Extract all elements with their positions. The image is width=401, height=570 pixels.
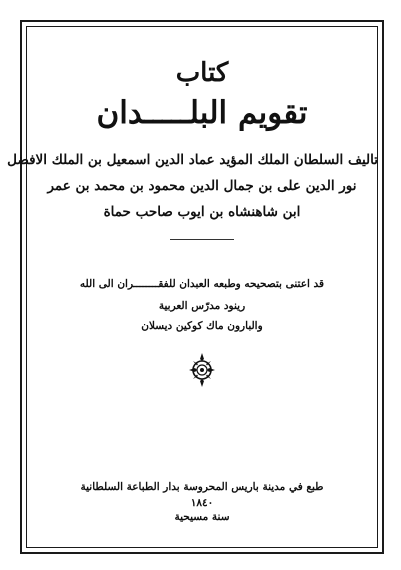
book-title: تقويم البلـــــدان bbox=[96, 95, 308, 131]
imprint-year: ١٨٤٠ bbox=[190, 497, 214, 509]
editor-line-1: قد اعتنى بتصحيحه وطبعه العبدان للفقــــــــران الى الله bbox=[79, 278, 325, 290]
imprint-line-1: طبع في مدينة باريس المحروسة بدار الطباعة السلطانية bbox=[80, 481, 324, 493]
book-label: كتاب bbox=[175, 58, 229, 88]
separator-rule bbox=[170, 239, 234, 240]
editor-line-2: رينود مدرّس العربية bbox=[158, 300, 246, 312]
author-line-3: ابن شاهنشاه بن ايوب صاحب حماة bbox=[103, 204, 301, 220]
imprint-line-3: سنة مسيحية bbox=[174, 511, 230, 523]
editor-line-3: والبارون ماك كوكين ديسلان bbox=[141, 320, 263, 332]
ornament-icon bbox=[187, 350, 217, 390]
author-line-2: نور الدين على بن جمال الدين محمود بن محمد بن عمر bbox=[47, 178, 357, 194]
author-line-1: تاليف السلطان الملك المؤيد عماد الدين اسمعيل بن الملك الافضل bbox=[7, 152, 378, 168]
